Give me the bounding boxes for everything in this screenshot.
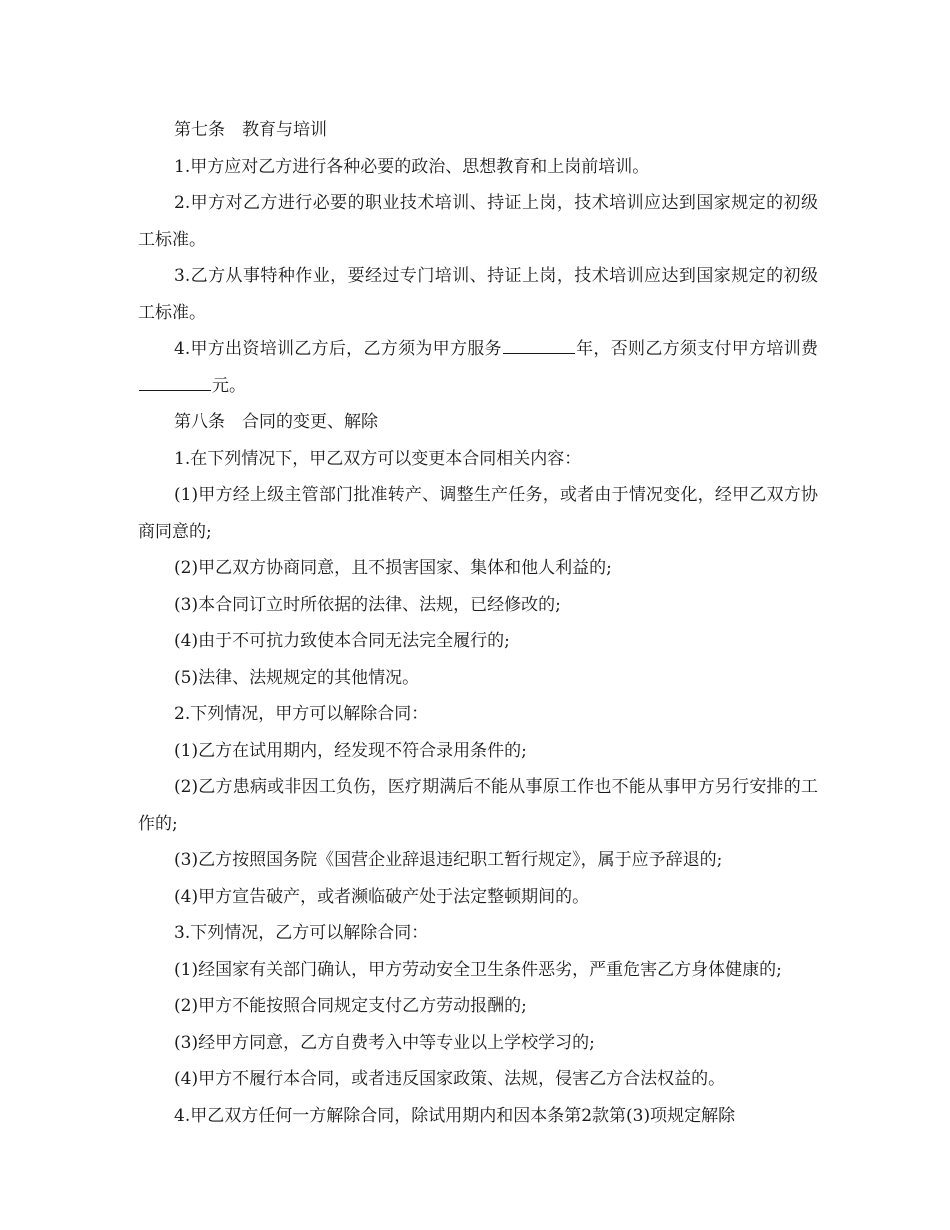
article-8-section-2-item-3: (3)乙方按照国务院《国营企业辞退违纪职工暂行规定》，属于应予辞退的; — [174, 850, 723, 870]
article-8-section-3-item-2: (2)甲方不能按照合同规定支付乙方劳动报酬的; — [174, 996, 527, 1016]
article-8-section-3-item-3: (3)经甲方同意，乙方自费考入中等专业以上学校学习的; — [174, 1032, 595, 1053]
clause-4-text-c: 元。 — [212, 375, 246, 396]
article-8-section-3-item-4: (4)甲方不履行本合同，或者违反国家政策、法规，侵害乙方合法权益的。 — [174, 1069, 726, 1089]
article-8-section-2-item-4: (4)甲方宣告破产，或者濒临破产处于法定整顿期间的。 — [174, 886, 590, 907]
document-body — [138, 112, 818, 1134]
article-8-section-2-item-2: (2)乙方患病或非因工负伤，医疗期满后不能从事原工作也不能从事甲方另行安排的工作的; — [138, 777, 818, 834]
article-8-section-3-item-1: (1)经国家有关部门确认，甲方劳动安全卫生条件恶劣，严重危害乙方身体健康的; — [174, 959, 782, 980]
article-7-clause-3: 3.乙方从事特种作业，要经过专门培训、持证上岗，技术培训应达到国家规定的初级工标准。 — [138, 266, 818, 323]
article-7-heading: 第七条 教育与培训 — [174, 120, 327, 140]
article-8-section-1-item-3: (3)本合同订立时所依据的法律、法规，已经修改的; — [174, 594, 561, 615]
article-8-section-1: 1.在下列情况下，甲乙双方可以变更本合同相关内容： — [174, 448, 582, 469]
clause-4-text-a: 4.甲方出资培训乙方后，乙方须为甲方服务 — [174, 339, 502, 359]
article-8-heading: 第八条 合同的变更、解除 — [174, 412, 378, 432]
article-7-clause-1: 1.甲方应对乙方进行各种必要的政治、思想教育和上岗前培训。 — [174, 156, 650, 177]
clause-4-text-b: 年，否则乙方须支付甲方培训费 — [575, 339, 818, 359]
article-8-section-3: 3.下列情况，乙方可以解除合同： — [174, 923, 429, 943]
article-8-section-1-item-2: (2)甲乙双方协商同意，且不损害国家、集体和他人利益的; — [174, 558, 612, 578]
article-8-section-1-item-5: (5)法律、法规规定的其他情况。 — [174, 667, 420, 688]
article-8-section-1-item-4: (4)由于不可抗力致使本合同无法完全履行的; — [174, 631, 510, 651]
training-fee-blank — [139, 372, 211, 391]
service-years-blank — [503, 335, 575, 354]
article-8-section-2: 2.下列情况，甲方可以解除合同： — [174, 704, 429, 724]
article-8-section-2-item-1: (1)乙方在试用期内，经发现不符合录用条件的; — [174, 740, 527, 761]
article-8-section-4: 4.甲乙双方任何一方解除合同，除试用期内和因本条第2款第(3)项规定解除 — [174, 1105, 736, 1126]
article-8-section-1-item-1: (1)甲方经上级主管部门批准转产、调整生产任务，或者由于情况变化，经甲乙双方协商同意的; — [138, 485, 818, 542]
article-7-clause-4 — [138, 331, 818, 404]
article-7-clause-2: 2.甲方对乙方进行必要的职业技术培训、持证上岗，技术培训应达到国家规定的初级工标准。 — [138, 193, 818, 250]
